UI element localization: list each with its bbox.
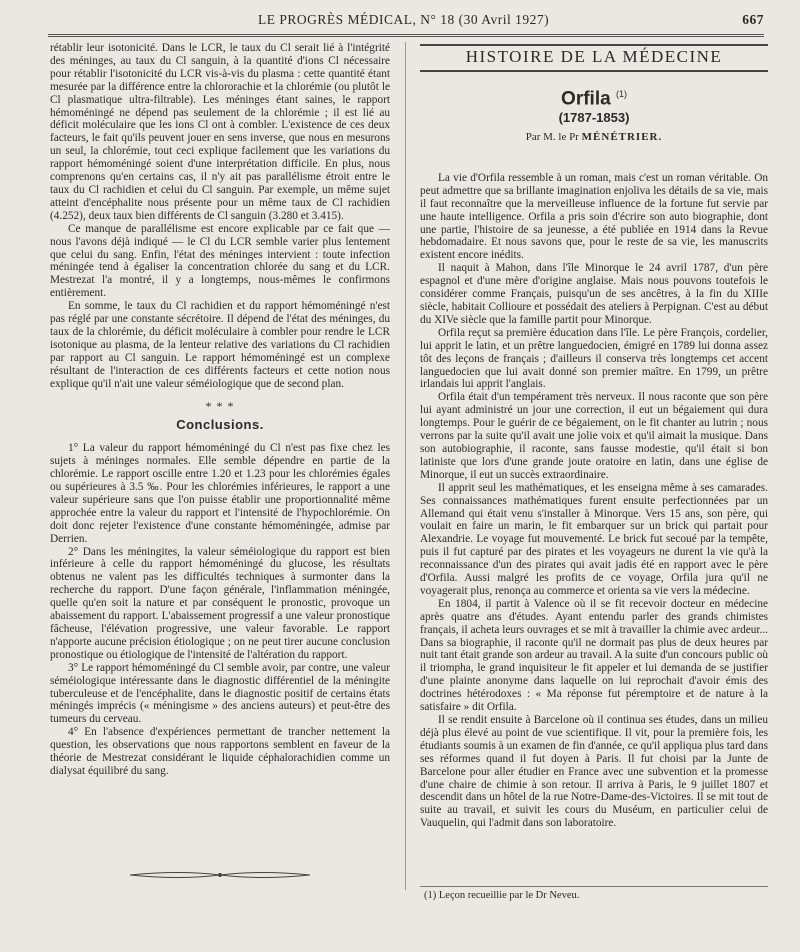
running-head (48, 12, 764, 32)
article-author (420, 131, 768, 144)
page-number: 667 (742, 12, 764, 27)
conclusions-title: Conclusions. (176, 417, 264, 433)
right-paragraph-2: Il naquit à Mahon, dans l'île Minorque le 24 avril 1787, d'un père espagnol et d'une mère d'origine anglaise. Mais nous pouvons toutefois le considérer comme Français, puisqu'un de ses ancêtres, à la fin du XIIIe siècle, habitait Collioure et possédait des ateliers à Perpignan. C'est au début du XIVe siècle que la famille partit pour Minorque. (420, 262, 768, 326)
left-column (50, 42, 390, 778)
conclusion-1: 1° La valeur du rapport hémoméningé du Cl n'est pas fixe chez les sujets à méninges normales. Elle semble dépendre en partie de la chlorémie. Le rapport oscille entre 1.20 et 1.23 pour les chlorémies égales ou supérieures à 3.5 ‰. Pour les chlorémies inférieures, le rapport a une valeur supérieure sans que l'on puisse établir une proportionnalité même approchée entre la valeur du rapport et l'intensité de l'hypochlorémie. On doit donc rejeter l'existence d'une constante hémoméningée, admise par Derrien. (50, 442, 390, 545)
right-paragraph-4: Orfila était d'un tempérament très nerveux. Il nous raconte que son père lui ayant administré un jour une correction, il eut un bégaiement qui dura longtemps. Pour le guérir de ce bégaiement, on le fit chanter au lutrin ; nous verrons par la suite qu'il avait une jolie voix et qu'il aimait la musique. Dans son autobiographie, il raconte, sans fausse modestie, qu'il était si bon latiniste que lors d'une grande joute oratoire en latin, dans une église de Minorque, il eut un succès extraordinaire. (420, 391, 768, 481)
right-paragraph-5: Il apprit seul les mathématiques, et les enseigna même à ses camarades. Ses connaissances mathématiques furent ensuite perfectionnées par un Allemand qui était venu s'installer à Minorque. Vers 15 ans, son père, qui voulait en faire un marin, le fit embarquer sur un brick qui partait pour Alexandrie. Le voyage fut mouvementé. Le brick fut secoué par la tempête, puis il fut capturé par des pirates et les voyageurs ne durent la vie qu'à la reconnaissance d'un des pirates qui avait jadis été en rapport avec le père d'Orfila. Aussi malgré les profits de ce voyage, Orfila jura qu'il ne voyagerait plus, renonça au commerce et orienta sa vie vers la médecine. (420, 481, 768, 597)
left-paragraph-2: Ce manque de parallélisme est encore explicable par ce fait que — nous l'avons déjà indiqué — le Cl du LCR semble varier plus lentement que celui du sang. Enfin, l'état des méninges intervient : toute infection méningée tend à égaliser la concentration chlorée du sang et du LCR. Mestrezat l'a montré, il y a longtemps, nous-mêmes le confirmons entièrement. (50, 222, 390, 300)
column-divider (405, 42, 406, 890)
conclusion-2: 2° Dans les méningites, la valeur séméiologique du rapport est bien inférieure à celle du rapport hémoméningé du glucose, les résultats obtenus ne valent pas les difficultés techniques à surmonter dans la recherche du rapport. D'une façon générale, l'inflammation méningée, quelle qu'en soit la nature et par conséquent le pronostic, provoque un abaissement du rapport. L'abaissement progressif a une valeur pronostique fâcheuse, l'élévation progressive, une valeur favorable. Le rapport n'apporte aucune précision étiologique ; on ne peut tirer aucune conclusion pronostique ou étiologique de l'intensité de l'altération du rapport. (50, 545, 390, 661)
footnote-rule (420, 886, 768, 887)
right-paragraph-1: La vie d'Orfila ressemble à un roman, mais c'est un roman véritable. On peut admettre que sa brillante imagination enjoliva les détails de sa vie, mais il faut reconnaître que la merveilleuse influence de la fortune fut servie par une haute intelligence. Orfila a pris soin d'écrire son auto biographie, dont une partie, l'histoire de sa jeunesse, a été publiée en 1914 dans la Revue hebdomadaire. Et nous savons que, pour le reste de sa vie, les manuscrits existent encore inédits. (420, 171, 768, 262)
left-paragraph-1: rétablir leur isotonicité. Dans le LCR, le taux du Cl serait lié à l'intégrité des méninges, au taux du Cl sanguin, à la quantité d'ions Cl nécessaire pour rétablir l'isotonicité du LCR vis-à-vis du plasma : cette quantité étant mesurée par la différence entre la chlororachie et la chlorémie (ou plutôt le Cl plasmatique ultra-filtrable). Les méninges étant saines, le rapport hémoméningé ne dépend pas seulement de la chlorémie ; il est lié au déficit moléculaire que les ions Cl ont à combler. L'existence de ces deux facteurs, le fait qu'ils peuvent jouer en sens inverse, que nous en mesurons un seul, la chlorémie, tout ceci explique facilement que les variations du rapport hémoméningé soient d'une interprétation difficile. En plus, nous comprenons qu'en certains cas, il n'y ait pas parallélisme étroit entre le taux du Cl rachidien et celui du Cl sanguin. Par exemple, un même sujet atteint d'encéphalite nous présente pour un même taux de Cl rachidien (4.252), deux taux bien différents de Cl sanguin (3.280 et 3.415). (50, 42, 390, 222)
section-stars: * * * (205, 399, 235, 414)
rubric-history: HISTOIRE DE LA MÉDECINE (420, 44, 768, 72)
article-title-text: Orfila (561, 88, 611, 110)
right-paragraph-3: Orfila reçut sa première éducation dans l'île. Le père François, cordelier, lui apprit le latin, et un prêtre languedocien, émigré en 1789 lui donna assez tôt des leçons de français ; d'ailleurs il conserva très longtemps cet accent languedocien que lui avait donné son premier maître. En 1799, un prêtre irlandais lui apprit l'anglais. (420, 326, 768, 391)
left-paragraph-3: En somme, le taux du Cl rachidien et du rapport hémoméningé n'est pas réglé par une constante sécrétoire. Il dépend de l'état des méninges, du taux de la chlorémie, du déficit moléculaire à combler pour rendre le LCR isotonique au plasma, de la lenteur relative des variations du Cl rachidien par rapport au Cl sanguin. Le rapport hémoméningé est un complexe résultant de l'interaction de ces différents facteurs et cette notion nous explique qu'il n'ait une valeur séméiologique que de second plan. (50, 300, 390, 390)
right-paragraph-7: Il se rendit ensuite à Barcelone où il continua ses études, dans un milieu déjà plus élevé au point de vue scientifique. Il vit, pour la première fois, les étudiants soumis à un examen de fin d'année, ce qu'il appliqua plus tard dans ses réformes quand il fut doyen à Paris. Il fut choisi par la Junte de Barcelone pour aller étudier en France avec une subvention et la promesse d'une chaire de chimie à son retour. Il arriva à Paris, le 9 juillet 1807 et descendit dans un hôtel de la rue Notre-Dame-des-Victoires. Il se mit tout de suite au travail, et suivit les cours du Muséum, en particulier celui de Vauquelin, qui l'admit dans son laboratoire. (420, 714, 768, 830)
right-paragraph-6: En 1804, il partit à Valence où il se fit recevoir docteur en médecine après quatre ans d'études. Ayant entendu parler des grands chimistes français, il acheta leurs ouvrages et se mit à travailler la chimie avec ardeur... Dans sa biographie, il raconte qu'il ne dormait pas plus de deux heures par nuit tant était grande son ardeur au travail. A la suite d'un concours public où il triompha, le grand inquisiteur le fit appeler et lui demanda de se justifier d'une plainte anonyme dans laquelle on lui reprochait d'avoir émis des doctrines hétérodoxes : « Ma réponse fut péremptoire et de nature à la satisfaire » dit Orfila. (420, 597, 768, 714)
header-rule (48, 34, 764, 37)
journal-title: LE PROGRÈS MÉDICAL, N° 18 (30 Avril 1927) (258, 12, 550, 27)
footnote: (1) Leçon recueillie par le Dr Neveu. (424, 890, 580, 901)
right-column (420, 42, 768, 830)
conclusion-4: 4° En l'absence d'expériences permettant de trancher nettement la question, les observations que nous rapportons semblent en faveur de la théorie de Mestrezat considérant le liquide céphalorachidien comme un dialysat équilibré du sang. (50, 726, 390, 777)
article-title (420, 88, 768, 110)
conclusion-3: 3° Le rapport hémoméningé du Cl semble avoir, par contre, une valeur séméiologique intéressante dans le diagnostic différentiel de la méningite tuberculeuse et de l'encéphalite, dans le diagnostic positif de certains états méningés imprécis (« méningisme » des anciens auteurs) et peut-être des tumeurs du cerveau. (50, 661, 390, 726)
author-name: MÉNÉTRIER. (581, 131, 663, 144)
author-prefix: Par M. le Pr (525, 131, 579, 144)
end-ornament (120, 868, 320, 882)
footnote-marker: (1) (615, 88, 627, 99)
article-dates: (1787-1853) (558, 110, 630, 126)
